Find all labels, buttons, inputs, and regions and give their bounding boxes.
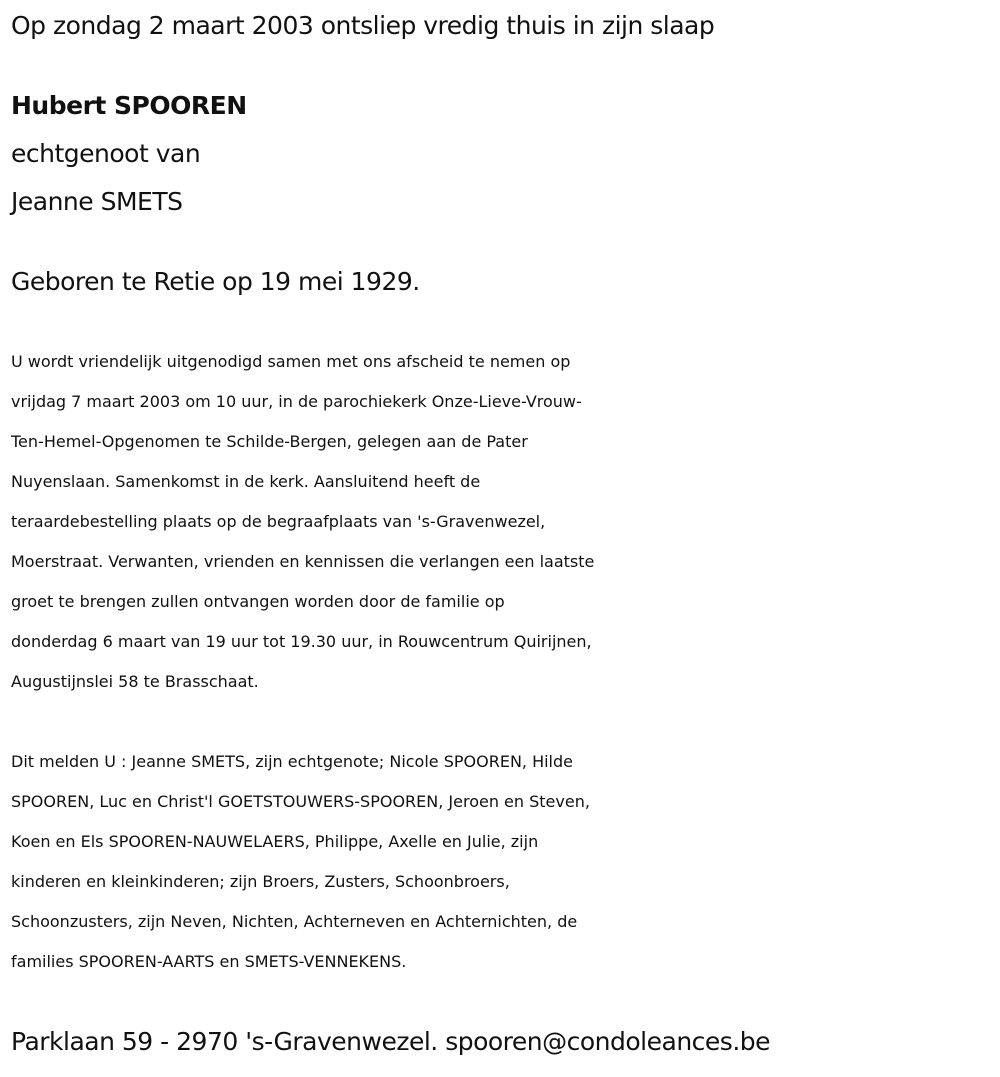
invitation-line: Moerstraat. Verwanten, vrienden en kennissen die verlangen een laatste — [11, 552, 595, 571]
invitation-line: vrijdag 7 maart 2003 om 10 uur, in de parochiekerk Onze-Lieve-Vrouw- — [11, 392, 582, 411]
invitation-line: Augustijnslei 58 te Brasschaat. — [11, 672, 259, 691]
contact-address: Parklaan 59 - 2970 's-Gravenwezel. spooren@condoleances.be — [11, 1027, 771, 1056]
invitation-line: Ten-Hemel-Opgenomen te Schilde-Bergen, gelegen aan de Pater — [11, 432, 528, 451]
family-paragraph — [11, 742, 590, 982]
spouse-name: Jeanne SMETS — [11, 187, 183, 216]
family-line: families SPOOREN-AARTS en SMETS-VENNEKENS. — [11, 952, 407, 971]
invitation-line: groet te brengen zullen ontvangen worden door de familie op — [11, 592, 505, 611]
invitation-paragraph — [11, 342, 594, 702]
family-line: Dit melden U : Jeanne SMETS, zijn echtgenote; Nicole SPOOREN, Hilde — [11, 752, 573, 771]
family-line: Schoonzusters, zijn Neven, Nichten, Achterneven en Achternichten, de — [11, 912, 578, 931]
invitation-line: Nuyenslaan. Samenkomst in de kerk. Aansluitend heeft de — [11, 472, 481, 491]
family-line: Koen en Els SPOOREN-NAUWELAERS, Philippe, Axelle en Julie, zijn — [11, 832, 539, 851]
family-line: SPOOREN, Luc en Christ'l GOETSTOUWERS-SPOOREN, Jeroen en Steven, — [11, 792, 590, 811]
relation-label: echtgenoot van — [11, 139, 201, 168]
intro-line: Op zondag 2 maart 2003 ontsliep vredig thuis in zijn slaap — [11, 11, 715, 40]
family-line: kinderen en kleinkinderen; zijn Broers, Zusters, Schoonbroers, — [11, 872, 510, 891]
invitation-line: U wordt vriendelijk uitgenodigd samen met ons afscheid te nemen op — [11, 352, 571, 371]
deceased-name: Hubert SPOOREN — [11, 91, 247, 120]
invitation-line: teraardebestelling plaats op de begraafplaats van 's-Gravenwezel, — [11, 512, 546, 531]
invitation-line: donderdag 6 maart van 19 uur tot 19.30 uur, in Rouwcentrum Quirijnen, — [11, 632, 592, 651]
birth-line: Geboren te Retie op 19 mei 1929. — [11, 267, 420, 296]
